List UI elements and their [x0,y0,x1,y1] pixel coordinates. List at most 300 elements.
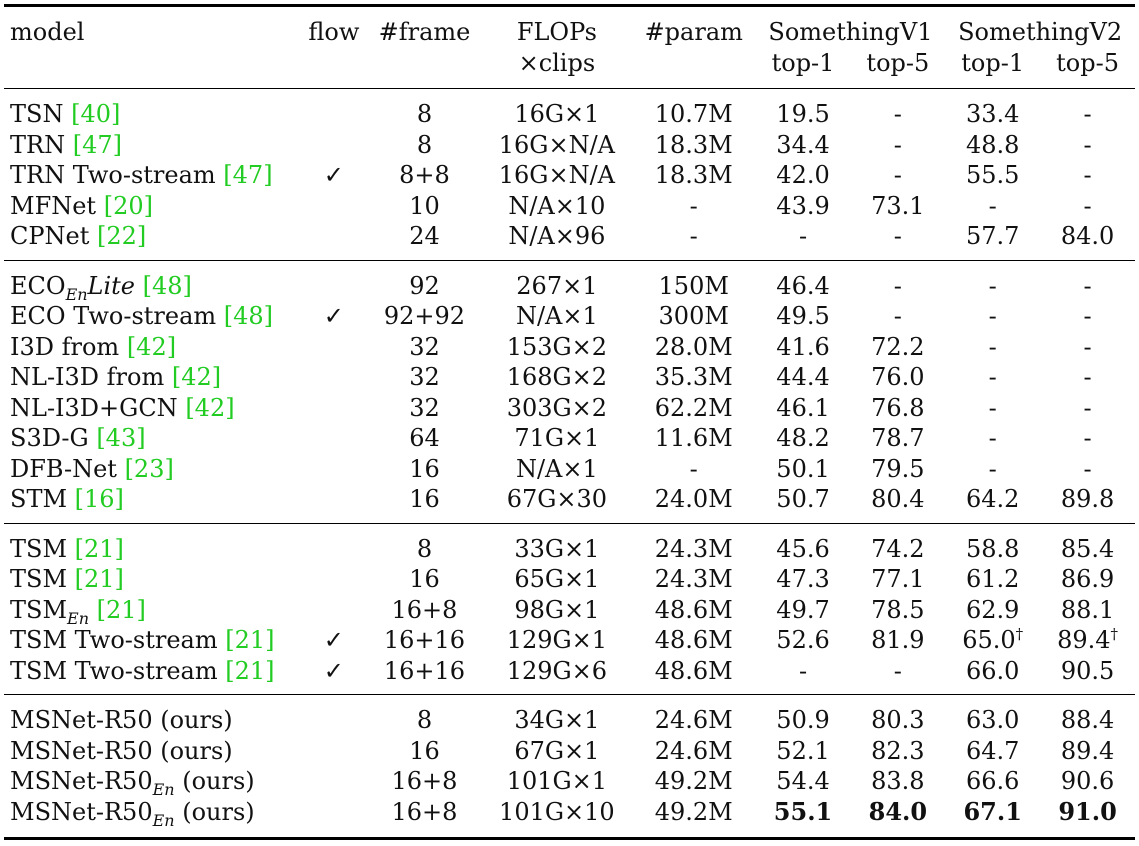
v2-top5-value: 85.4 [1060,534,1115,563]
model-cell [4,484,301,523]
param-cell [632,221,756,260]
v1-top1-value: 54.4 [776,767,830,795]
flow-cell [301,595,367,626]
frame-value: 32 [409,363,440,391]
v2-top1-cell [945,130,1040,161]
model-subscript: En [152,779,175,799]
frame-cell [367,362,482,393]
v1-top5-value: 80.4 [871,485,925,513]
v2-top1-cell [945,362,1040,393]
header-flow: flow [301,6,367,48]
param-value: 18.3M [654,130,733,159]
header-param: #param [632,6,756,48]
model-cell [4,130,301,161]
flops-value: 16G×1 [514,100,600,128]
v2-top1-cell [945,160,1040,191]
frame-value: 92+92 [383,302,466,330]
v1-top5-cell [850,736,945,767]
param-value: 24.3M [654,534,733,563]
param-value: 24.0M [654,485,733,513]
v2-top1-cell [945,89,1040,130]
v2-top5-value: 86.9 [1060,565,1115,593]
flow-check-icon: ✓ [323,656,344,685]
v1-top1-cell [756,736,851,767]
v1-top1-value: 42.0 [776,161,830,189]
model-name: MSNet-R50 (ours) [10,736,233,765]
table-row [4,625,1135,656]
model-name: S3D-G [10,424,97,452]
flops-value: 34G×1 [514,706,600,734]
flops-cell [482,301,632,332]
header-something-v1: SomethingV1 [756,6,946,48]
model-name: TSM Two-stream [10,656,226,685]
v2-top1-value: 65.0 [962,626,1016,654]
flops-value: 71G×1 [514,424,600,452]
model-cell [4,656,301,695]
model-subscript: En [67,608,90,628]
v1-top1-value: 44.4 [776,363,830,391]
v2-top1-cell [945,564,1040,595]
model-name: ECO [10,271,66,300]
v2-top1-value: 55.5 [965,161,1020,189]
param-value: - [689,191,698,220]
flow-cell [301,695,367,736]
v1-top5-value: 80.3 [871,706,925,734]
v2-top1-value: - [988,454,997,483]
header-clips: ×clips [518,48,596,77]
header-flops: FLOPs [482,6,632,48]
v1-top5-value: 78.7 [871,424,925,452]
flow-check-icon: ✓ [323,626,344,654]
flops-value: 303G×2 [506,393,608,422]
v2-top5-value: - [1083,393,1092,422]
frame-cell [367,695,482,736]
v2-top5-cell [1040,393,1135,424]
v2-top5-cell [1040,221,1135,260]
frame-cell [367,484,482,523]
v1-top5-value: - [893,271,902,300]
v1-top5-cell [850,191,945,222]
table-row [4,362,1135,393]
frame-cell [367,766,482,797]
table-section [4,523,1135,695]
v2-top1-cell [945,523,1040,564]
v2-top1-cell [945,595,1040,626]
v1-top1-cell [756,260,851,301]
citation-link: [21] [96,595,146,624]
frame-cell [367,221,482,260]
model-cell [4,595,301,626]
model-cell [4,523,301,564]
param-value: 11.6M [654,424,733,452]
flops-cell [482,656,632,695]
param-value: 35.3M [654,363,733,391]
dagger-mark: † [1110,625,1119,643]
v2-top1-value: - [988,302,997,330]
model-cell [4,332,301,363]
flops-value: 101G×10 [499,797,615,826]
flops-cell [482,695,632,736]
header-model: model [4,6,301,48]
v1-top1-cell [756,595,851,626]
model-name: TRN [10,130,73,159]
flops-cell [482,260,632,301]
frame-value: 16 [409,454,440,483]
v1-top5-value: 84.0 [868,796,928,826]
model-cell [4,766,301,797]
v2-top5-value: 89.8 [1060,485,1115,513]
v2-top5-value: - [1083,100,1092,128]
flow-cell [301,797,367,839]
param-cell [632,160,756,191]
v1-top1-cell [756,191,851,222]
v1-top1-cell [756,564,851,595]
v1-top1-value: 45.6 [776,534,830,563]
model-name: MSNet-R50 (ours) [10,706,233,734]
table-row [4,191,1135,222]
v2-top5-value: - [1083,191,1092,220]
model-cell [4,362,301,393]
v1-top1-value: 50.7 [776,485,830,513]
v1-top1-cell [756,423,851,454]
v2-top5-cell [1040,523,1135,564]
flops-cell [482,89,632,130]
flops-value: 33G×1 [514,534,600,563]
flow-cell [301,454,367,485]
v1-top5-cell [850,454,945,485]
citation-link: [21] [225,626,275,654]
citation-link: [47] [223,161,273,189]
v1-top1-cell [756,484,851,523]
flops-value: 16G×N/A [498,130,615,159]
flops-cell [482,362,632,393]
v1-top5-cell [850,393,945,424]
param-cell [632,89,756,130]
citation-link: [21] [225,656,275,685]
v2-top1-cell [945,221,1040,260]
v2-top5-value: - [1083,130,1092,159]
flow-cell [301,89,367,130]
model-cell [4,695,301,736]
model-name: CPNet [10,222,97,250]
citation-link: [23] [124,454,174,483]
v1-top5-cell [850,595,945,626]
v1-top1-value: 49.5 [776,302,830,330]
v1-top1-value: - [798,656,808,685]
flops-value: 129G×1 [506,626,608,654]
citation-link: [20] [103,191,153,220]
v2-top1-value: 64.7 [965,736,1020,765]
v1-top5-value: - [893,302,902,330]
v1-top5-value: 76.0 [871,363,925,391]
v2-top5-value: 89.4 [1057,626,1111,654]
v1-top5-value: - [893,161,902,189]
table-section [4,260,1135,523]
flops-cell [482,564,632,595]
frame-value: 16+16 [383,656,466,685]
v1-top1-value: 48.2 [776,424,830,452]
v2-top1-value: - [988,363,997,391]
model-cell [4,160,301,191]
flops-value: 65G×1 [514,565,600,593]
flops-cell [482,130,632,161]
v1-top1-value: 34.4 [776,130,830,159]
v2-top5-cell [1040,301,1135,332]
v2-top1-value: - [988,191,997,220]
v2-top1-cell [945,797,1040,839]
flops-cell [482,160,632,191]
frame-cell [367,595,482,626]
model-cell [4,260,301,304]
param-value: 48.6M [654,656,733,685]
v1-top5-cell [850,221,945,260]
v1-top5-value: - [893,130,902,159]
flow-cell [301,393,367,424]
flops-cell [482,393,632,424]
flops-cell [482,523,632,564]
frame-cell [367,160,482,191]
flops-cell [482,221,632,260]
param-cell [632,362,756,393]
flow-cell [301,301,367,332]
v1-top5-value: 77.1 [871,565,925,593]
param-value: 49.2M [654,767,733,795]
v1-top1-cell [756,130,851,161]
v1-top1-value: 50.9 [776,706,830,734]
model-name-suffix: (ours) [174,767,255,795]
v2-top1-value: 67.1 [963,796,1022,826]
frame-cell [367,656,482,695]
v2-top5-value: - [1083,161,1092,189]
frame-value: 92 [409,271,440,300]
param-cell [632,260,756,301]
citation-link: [42] [171,363,222,391]
param-value: 10.7M [654,100,733,128]
frame-cell [367,736,482,767]
table-row [4,301,1135,332]
table-row [4,89,1135,130]
v1-top5-cell [850,160,945,191]
v1-top5-cell [850,656,945,695]
v1-top1-value: 46.4 [776,271,830,300]
v2-top1-value: 61.2 [965,565,1020,593]
v2-top5-value: - [1083,363,1092,391]
frame-value: 8+8 [399,161,450,189]
citation-link: [16] [74,485,124,513]
frame-value: 16 [409,736,440,765]
v2-top1-cell [945,484,1040,523]
frame-value: 64 [409,424,440,452]
frame-cell [367,797,482,839]
v2-top1-value: - [988,271,997,300]
v1-top1-cell [756,301,851,332]
flops-value: 67G×30 [506,485,608,513]
flops-value: 16G×N/A [498,161,615,189]
citation-link: [22] [97,222,147,250]
frame-cell [367,260,482,301]
v2-top5-value: 88.1 [1060,595,1115,624]
v2-top1-value: 33.4 [965,100,1020,128]
flow-cell [301,160,367,191]
table-row [4,595,1135,626]
table-row [4,393,1135,424]
v1-top5-value: 78.5 [871,595,925,624]
v1-top5-value: 72.2 [871,332,925,361]
v2-top5-cell [1040,564,1135,595]
flow-cell [301,332,367,363]
v2-top5-cell [1040,454,1135,485]
flops-value: 153G×2 [506,332,608,361]
param-cell [632,736,756,767]
v1-top1-cell [756,695,851,736]
param-cell [632,564,756,595]
flops-value: 67G×1 [514,736,600,765]
flops-value: 98G×1 [514,595,600,624]
v2-top5-cell [1040,484,1135,523]
flow-cell [301,484,367,523]
param-value: - [689,454,698,483]
model-name: MFNet [10,191,104,220]
v1-top1-cell [756,625,851,656]
table-row [4,332,1135,363]
v2-top5-value: 90.6 [1060,767,1115,795]
param-value: 28.0M [654,332,733,361]
v2-top1-value: 58.8 [965,534,1020,563]
v2-top1-cell [945,191,1040,222]
v2-top1-cell [945,393,1040,424]
frame-value: 8 [416,130,433,159]
citation-link: [40] [71,100,121,128]
param-cell [632,332,756,363]
param-value: 18.3M [654,161,733,189]
citation-link: [48] [142,271,192,300]
v2-top5-value: 88.4 [1060,706,1115,734]
v1-top5-value: 82.3 [871,736,925,765]
model-cell [4,625,301,656]
frame-value: 16+8 [391,797,458,826]
header-row-1 [4,6,1135,48]
model-subscript: En [65,284,88,304]
param-value: 48.6M [654,595,733,624]
v1-top1-value: 52.1 [776,736,830,765]
v2-top1-value: - [988,424,997,452]
citation-link: [43] [96,424,146,452]
comparison-table [4,4,1135,840]
header-v2-top1: top-1 [961,48,1025,77]
table-row [4,564,1135,595]
header-something-v2: SomethingV2 [945,6,1135,48]
v2-top1-value: 48.8 [965,130,1020,159]
v1-top1-value: 52.6 [776,626,830,654]
flow-cell [301,191,367,222]
v2-top1-value: 57.7 [965,222,1020,250]
model-name-suffix: (ours) [174,797,255,826]
model-cell [4,564,301,595]
flow-cell [301,362,367,393]
model-cell [4,221,301,260]
flops-cell [482,595,632,626]
param-cell [632,301,756,332]
param-value: 62.2M [654,393,733,422]
flops-value: 168G×2 [506,363,608,391]
citation-link: [47] [72,130,122,159]
flops-cell [482,484,632,523]
param-cell [632,695,756,736]
model-name: TSM [10,534,75,563]
v1-top1-value: 49.7 [776,595,830,624]
frame-value: 24 [409,222,440,250]
v2-top5-cell [1040,736,1135,767]
v2-top5-cell [1040,332,1135,363]
v1-top5-cell [850,564,945,595]
frame-value: 8 [416,100,433,128]
v2-top1-cell [945,736,1040,767]
frame-value: 16+8 [391,767,458,795]
v1-top5-value: 79.5 [871,454,925,483]
frame-value: 16 [409,485,440,513]
v1-top5-value: - [893,656,902,685]
v2-top5-value: - [1083,424,1092,452]
model-name: TRN Two-stream [10,161,224,189]
flow-cell [301,423,367,454]
table-row [4,797,1135,839]
v2-top1-cell [945,454,1040,485]
header-v1-top1: top-1 [771,48,835,77]
param-cell [632,797,756,839]
model-subscript: En [152,810,175,830]
model-name: DFB-Net [10,454,125,483]
header-v1-top5: top-5 [866,48,930,77]
model-cell [4,301,301,332]
v1-top5-value: 73.1 [871,191,925,220]
v2-top5-cell [1040,656,1135,695]
param-value: 24.6M [654,706,733,734]
v2-top1-value: 63.0 [965,706,1020,734]
v2-top5-value: - [1083,332,1092,361]
flops-cell [482,625,632,656]
frame-cell [367,523,482,564]
citation-link: [21] [74,565,124,593]
dagger-mark: † [1015,625,1024,643]
v2-top5-value: - [1083,454,1092,483]
flow-check-icon: ✓ [323,302,344,330]
frame-value: 16+16 [383,626,466,654]
v1-top1-cell [756,766,851,797]
frame-cell [367,625,482,656]
v1-top1-value: 50.1 [776,454,830,483]
citation-link: [21] [74,534,124,563]
frame-value: 10 [409,191,440,220]
frame-value: 16 [409,565,440,593]
model-name: MSNet-R50 [10,767,153,795]
table-row [4,766,1135,797]
flops-value: 129G×6 [506,656,608,685]
flops-cell [482,797,632,839]
model-cell [4,797,301,839]
v1-top5-cell [850,260,945,301]
frame-value: 16+8 [391,595,458,624]
v2-top1-cell [945,625,1040,656]
v2-top5-value: 89.4 [1060,736,1115,765]
model-cell [4,393,301,424]
param-value: - [689,222,698,250]
flops-value: N/A×96 [508,222,606,250]
v2-top5-value: 90.5 [1060,656,1115,685]
v2-top5-cell [1040,130,1135,161]
v1-top5-value: - [893,222,902,250]
v2-top1-cell [945,656,1040,695]
v1-top5-cell [850,423,945,454]
